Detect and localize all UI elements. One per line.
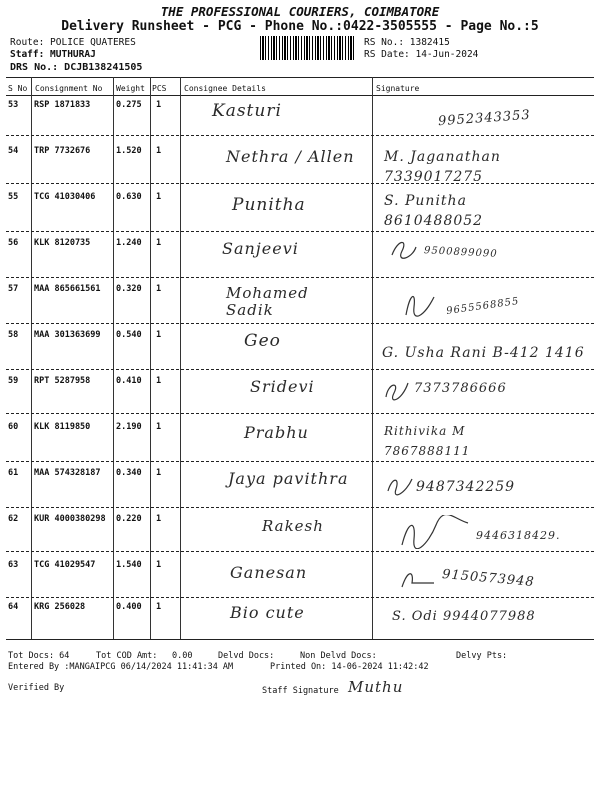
drs-number: DRS No.: DCJB138241505 (10, 62, 143, 73)
row-sno: 64 (8, 602, 19, 612)
consignee-handwriting: Mohamed Sadik (226, 284, 309, 319)
delivery-points: Delvy Pts: (456, 651, 508, 661)
signature-scribble-icon (388, 237, 418, 261)
consignee-handwriting: Rakesh (262, 517, 324, 535)
table-row (0, 143, 600, 188)
row-weight: 0.220 (116, 514, 142, 524)
row-rule (6, 277, 594, 278)
row-consignment: RPT 5287958 (34, 376, 91, 386)
runsheet-subtitle: Delivery Runsheet - PCG - Phone No.:0422-3505555 - Page No.:5 (61, 19, 539, 34)
table-row (0, 97, 600, 142)
row-consignment: KLK 8119850 (34, 422, 91, 432)
staff-label: Staff: MUTHURAJ (10, 49, 96, 60)
signature-scribble-icon (384, 473, 414, 497)
row-pcs: 1 (156, 100, 162, 110)
row-consignment: KUR 4000380298 (34, 514, 106, 524)
company-title: THE PROFESSIONAL COURIERS, COIMBATORE (160, 4, 440, 19)
row-consignment: RSP 1871833 (34, 100, 91, 110)
row-pcs: 1 (156, 422, 162, 432)
row-consignment: TCG 41029547 (34, 560, 96, 570)
signature-scribble-icon (398, 567, 438, 591)
signature-handwriting: S. Punitha 8610488052 (384, 193, 484, 229)
row-pcs: 1 (156, 192, 162, 202)
row-rule (6, 507, 594, 508)
signature-handwriting: M. Jaganathan 7339017275 (384, 149, 501, 185)
non-delivered-docs: Non Delvd Docs: (300, 651, 377, 661)
consignee-handwriting: Jaya pavithra (228, 469, 349, 488)
row-sno: 60 (8, 422, 19, 432)
staff-signature-handwriting: Muthu (348, 678, 404, 696)
row-consignment: MAA 574328187 (34, 468, 101, 478)
table-row (0, 511, 600, 556)
consignee-handwriting: Prabhu (244, 423, 309, 442)
entered-by: Entered By :MANGAIPCG 06/14/2024 11:41:34 AM (8, 662, 234, 672)
row-pcs: 1 (156, 330, 162, 340)
col-header-weight: Weight (116, 84, 145, 93)
staff-signature-label: Staff Signature (262, 686, 339, 696)
table-row (0, 281, 600, 326)
row-rule (6, 551, 594, 552)
row-rule (6, 461, 594, 462)
row-sno: 62 (8, 514, 19, 524)
consignee-handwriting: Bio cute (230, 603, 305, 622)
row-sno: 58 (8, 330, 19, 340)
printed-on: Printed On: 14-06-2024 11:42:42 (270, 662, 429, 672)
table-row (0, 465, 600, 510)
signature-handwriting: 9952343353 (437, 107, 532, 130)
rs-date: RS Date: 14-Jun-2024 (364, 49, 479, 60)
row-weight: 1.240 (116, 238, 142, 248)
route-label: Route: POLICE QUATERES (10, 37, 136, 48)
row-weight: 0.630 (116, 192, 142, 202)
table-header-rule (6, 95, 594, 96)
table-row (0, 327, 600, 372)
signature-handwriting: 9150573948 (441, 566, 536, 591)
verified-by: Verified By (8, 683, 65, 693)
consignee-handwriting: Punitha (232, 195, 306, 215)
row-rule (6, 183, 594, 184)
signature-handwriting: 7373786666 (414, 381, 507, 396)
row-weight: 0.400 (116, 602, 142, 612)
row-pcs: 1 (156, 468, 162, 478)
row-weight: 0.540 (116, 330, 142, 340)
signature-scribble-icon (402, 289, 438, 319)
row-pcs: 1 (156, 376, 162, 386)
row-sno: 63 (8, 560, 19, 570)
row-consignment: TRP 7732676 (34, 146, 91, 156)
col-header-signature: Signature (376, 84, 420, 93)
row-pcs: 1 (156, 560, 162, 570)
row-weight: 1.540 (116, 560, 142, 570)
table-row (0, 189, 600, 234)
signature-handwriting: 9655568855 (445, 295, 521, 318)
consignee-handwriting: Sanjeevi (222, 239, 299, 258)
signature-handwriting: 9487342259 (416, 479, 516, 495)
row-weight: 1.520 (116, 146, 142, 156)
row-consignment: KRG 256028 (34, 602, 86, 612)
table-row (0, 557, 600, 602)
signature-handwriting: G. Usha Rani B-412 1416 (382, 345, 585, 361)
row-weight: 0.320 (116, 284, 142, 294)
total-cod-label: Tot COD Amt: (96, 651, 158, 661)
row-sno: 57 (8, 284, 19, 294)
row-weight: 0.340 (116, 468, 142, 478)
row-rule (6, 413, 594, 414)
row-sno: 59 (8, 376, 19, 386)
row-pcs: 1 (156, 602, 162, 612)
col-header-sno: S No (8, 84, 28, 93)
signature-scribble-icon (398, 515, 472, 549)
consignee-handwriting: Sridevi (250, 377, 315, 396)
row-sno: 53 (8, 100, 19, 110)
signature-handwriting: 9500899090 (423, 245, 498, 260)
row-pcs: 1 (156, 284, 162, 294)
row-sno: 56 (8, 238, 19, 248)
consignee-handwriting: Geo (244, 331, 281, 351)
row-sno: 54 (8, 146, 19, 156)
col-header-consignee: Consignee Details (184, 84, 266, 93)
barcode (260, 36, 356, 60)
row-consignment: KLK 8120735 (34, 238, 91, 248)
total-docs: Tot Docs: 64 (8, 651, 70, 661)
table-row (0, 599, 600, 644)
row-pcs: 1 (156, 238, 162, 248)
signature-handwriting: Rithivika M 7867888111 (384, 424, 471, 458)
row-rule (6, 369, 594, 370)
row-sno: 61 (8, 468, 19, 478)
row-consignment: MAA 301363699 (34, 330, 101, 340)
row-rule (6, 597, 594, 598)
signature-scribble-icon (382, 377, 410, 403)
total-cod-amount: 0.00 (172, 651, 193, 661)
row-weight: 0.410 (116, 376, 142, 386)
consignee-handwriting: Ganesan (230, 563, 308, 582)
consignee-handwriting: Kasturi (212, 101, 282, 121)
signature-handwriting: 9446318429. (476, 529, 561, 542)
row-rule (6, 231, 594, 232)
signature-handwriting: S. Odi 9944077988 (392, 609, 536, 624)
consignee-handwriting: Nethra / Allen (226, 147, 355, 166)
col-header-pcs: PCS (152, 84, 167, 93)
delivered-docs: Delvd Docs: (218, 651, 275, 661)
row-rule (6, 135, 594, 136)
table-row (0, 419, 600, 464)
row-consignment: MAA 865661561 (34, 284, 101, 294)
table-top-rule (6, 77, 594, 78)
rs-number: RS No.: 1382415 (364, 37, 450, 48)
row-sno: 55 (8, 192, 19, 202)
row-weight: 2.190 (116, 422, 142, 432)
row-rule (6, 323, 594, 324)
row-consignment: TCG 41030406 (34, 192, 96, 202)
row-pcs: 1 (156, 146, 162, 156)
table-row (0, 235, 600, 280)
row-weight: 0.275 (116, 100, 142, 110)
row-pcs: 1 (156, 514, 162, 524)
table-row (0, 373, 600, 418)
col-header-consignment: Consignment No (35, 84, 103, 93)
